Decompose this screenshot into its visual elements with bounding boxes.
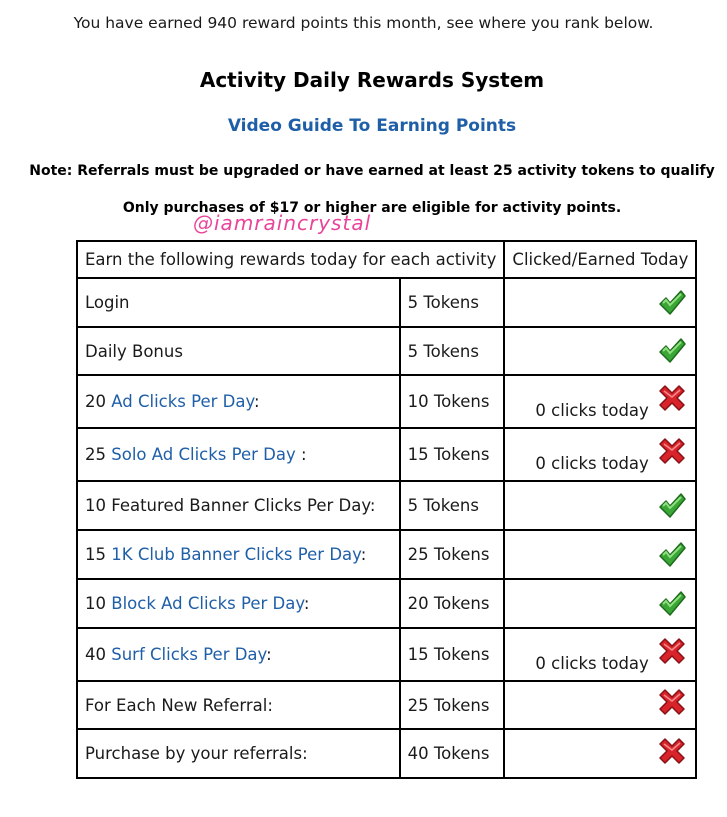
table-row — [77, 681, 696, 729]
status-cell — [504, 428, 696, 481]
check-icon — [657, 540, 687, 570]
status-cell — [504, 375, 696, 428]
tokens-cell: 15 Tokens — [400, 628, 505, 681]
earned-points-message: You have earned 940 reward points this month, see where you rank below. — [73, 14, 654, 32]
activity-label: 10 — [85, 594, 112, 613]
status-cell — [504, 681, 696, 729]
activity-cell — [77, 278, 400, 327]
check-icon — [657, 288, 687, 318]
rewards-table — [76, 240, 697, 779]
activity-suffix: : — [254, 392, 260, 411]
table-row — [77, 278, 696, 327]
activity-link[interactable]: Surf Clicks Per Day — [111, 645, 267, 664]
activity-suffix: : — [295, 445, 307, 464]
cross-icon — [657, 736, 687, 766]
check-icon — [657, 589, 687, 619]
activity-link[interactable]: Ad Clicks Per Day — [111, 392, 255, 411]
tokens-cell: 20 Tokens — [400, 579, 505, 628]
tokens-cell: 5 Tokens — [400, 278, 505, 327]
cross-icon — [657, 383, 687, 413]
clicks-today-text: 0 clicks today — [535, 401, 649, 420]
activity-cell — [77, 579, 400, 628]
tokens-cell: 25 Tokens — [400, 530, 505, 579]
activity-link[interactable]: Solo Ad Clicks Per Day — [111, 445, 296, 464]
activity-label: Purchase by your referrals: — [85, 744, 308, 763]
activity-cell — [77, 729, 400, 778]
activity-label: For Each New Referral: — [85, 695, 273, 715]
activity-cell — [77, 681, 400, 729]
tokens-cell: 25 Tokens — [400, 681, 505, 729]
activity-label: Daily Bonus — [85, 341, 183, 361]
table-row — [77, 530, 696, 579]
page-title: Activity Daily Rewards System — [199, 68, 545, 92]
table-row — [77, 375, 696, 428]
activity-suffix: : — [266, 645, 272, 664]
activity-cell — [77, 530, 400, 579]
table-row — [77, 481, 696, 530]
check-icon — [657, 336, 687, 366]
referral-note: Note: Referrals must be upgraded or have earned at least 25 activity tokens to qualify — [29, 163, 715, 179]
purchase-note: Only purchases of $17 or higher are eligible for activity points. — [122, 200, 622, 216]
watermark: @iamraincrystal — [193, 211, 372, 235]
check-icon — [657, 491, 687, 521]
activity-label: Login — [85, 293, 130, 312]
header-status: Clicked/Earned Today — [504, 241, 696, 278]
table-row — [77, 729, 696, 778]
activity-link[interactable]: Block Ad Clicks Per Day — [111, 594, 304, 613]
table-row — [77, 327, 696, 375]
tokens-cell: 15 Tokens — [400, 428, 505, 481]
status-cell — [504, 628, 696, 681]
activity-link[interactable]: 1K Club Banner Clicks Per Day — [111, 545, 361, 564]
activity-label: 10 Featured Banner Clicks Per Day: — [85, 496, 376, 515]
table-row — [77, 428, 696, 481]
table-row — [77, 628, 696, 681]
table-row — [77, 579, 696, 628]
header-activity: Earn the following rewards today for each activity — [77, 241, 504, 278]
clicks-today-text: 0 clicks today — [535, 454, 649, 473]
activity-cell — [77, 481, 400, 530]
activity-cell — [77, 327, 400, 375]
activity-label: 20 — [85, 392, 112, 411]
activity-cell — [77, 428, 400, 481]
status-cell — [504, 530, 696, 579]
tokens-cell: 5 Tokens — [400, 327, 505, 375]
activity-suffix: : — [303, 594, 310, 613]
status-cell — [504, 579, 696, 628]
activity-label: 40 — [85, 645, 112, 664]
activity-label: 25 — [85, 445, 112, 464]
status-cell — [504, 729, 696, 778]
activity-cell — [77, 375, 400, 428]
table-header-row — [77, 241, 696, 278]
tokens-cell: 40 Tokens — [400, 729, 505, 778]
video-guide-link[interactable]: Video Guide To Earning Points — [227, 116, 517, 136]
status-cell — [504, 327, 696, 375]
tokens-cell: 5 Tokens — [400, 481, 505, 530]
activity-suffix: : — [360, 545, 367, 564]
status-cell — [504, 278, 696, 327]
cross-icon — [657, 436, 687, 466]
cross-icon — [657, 636, 687, 666]
tokens-cell: 10 Tokens — [400, 375, 505, 428]
clicks-today-text: 0 clicks today — [535, 654, 649, 673]
activity-cell — [77, 628, 400, 681]
cross-icon — [657, 687, 687, 717]
status-cell — [504, 481, 696, 530]
activity-label: 15 — [85, 545, 112, 564]
